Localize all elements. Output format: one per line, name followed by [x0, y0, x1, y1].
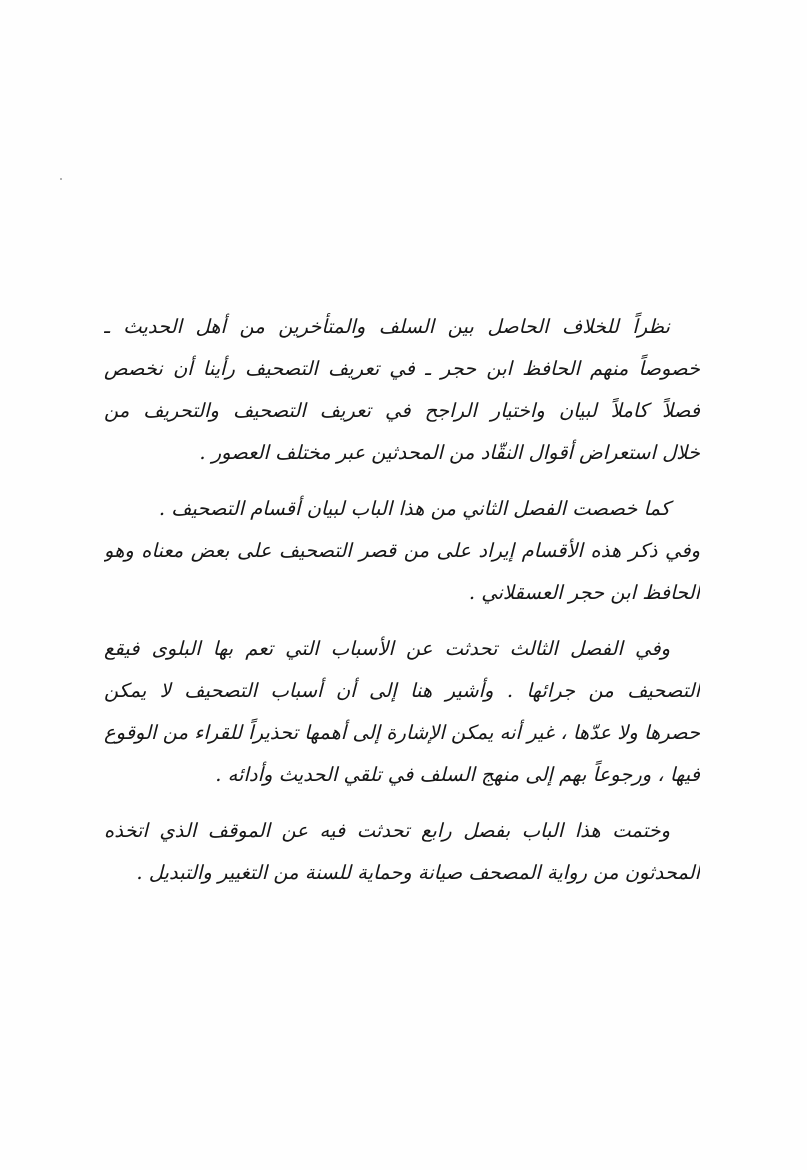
scan-speck	[60, 178, 62, 180]
paragraph-line: خلال استعراض أقوال النقّاد من المحدثين عبر مختلف العصور .	[199, 441, 700, 464]
paragraph-line: فصلاً كاملاً لبيان واختيار الراجح في تعريف التصحيف والتحريف من	[104, 399, 700, 422]
paragraph-line: وفي الفصل الثالث تحدثت عن الأسباب التي تعم بها البلوى فيقع	[104, 637, 670, 660]
paragraph-line: نظراً للخلاف الحاصل بين السلف والمتأخرين من أهل الحديث ـ	[104, 315, 670, 338]
paragraph-line: وختمت هذا الباب بفصل رابع تحدثت فيه عن الموقف الذي اتخذه	[104, 819, 670, 842]
body-text	[104, 306, 700, 894]
paragraph-line: خصوصاً منهم الحافظ ابن حجر ـ في تعريف التصحيف رأينا أن نخصص	[104, 357, 700, 380]
paragraph-3	[104, 628, 700, 796]
paragraph-4	[104, 810, 700, 894]
paragraph-line: وفي ذكر هذه الأقسام إيراد على من قصر التصحيف على بعض معناه وهو	[104, 539, 700, 562]
paragraph-line: كما خصصت الفصل الثاني من هذا الباب لبيان أقسام التصحيف .	[158, 497, 670, 520]
paragraph-line: فيها ، ورجوعاً بهم إلى منهج السلف في تلقي الحديث وأدائه .	[215, 763, 700, 786]
paragraph-2	[104, 488, 700, 614]
paragraph-line: التصحيف من جرائها . وأشير هنا إلى أن أسباب التصحيف لا يمكن	[104, 679, 700, 702]
paragraph-line: الحافظ ابن حجر العسقلاني .	[468, 581, 700, 604]
paragraph-line: حصرها ولا عدّها ، غير أنه يمكن الإشارة إلى أهمها تحذيراً للقراء من الوقوع	[104, 721, 700, 744]
paragraph-line: المحدثون من رواية المصحف صيانة وحماية للسنة من التغيير والتبديل .	[136, 861, 700, 884]
paragraph-1	[104, 306, 700, 474]
